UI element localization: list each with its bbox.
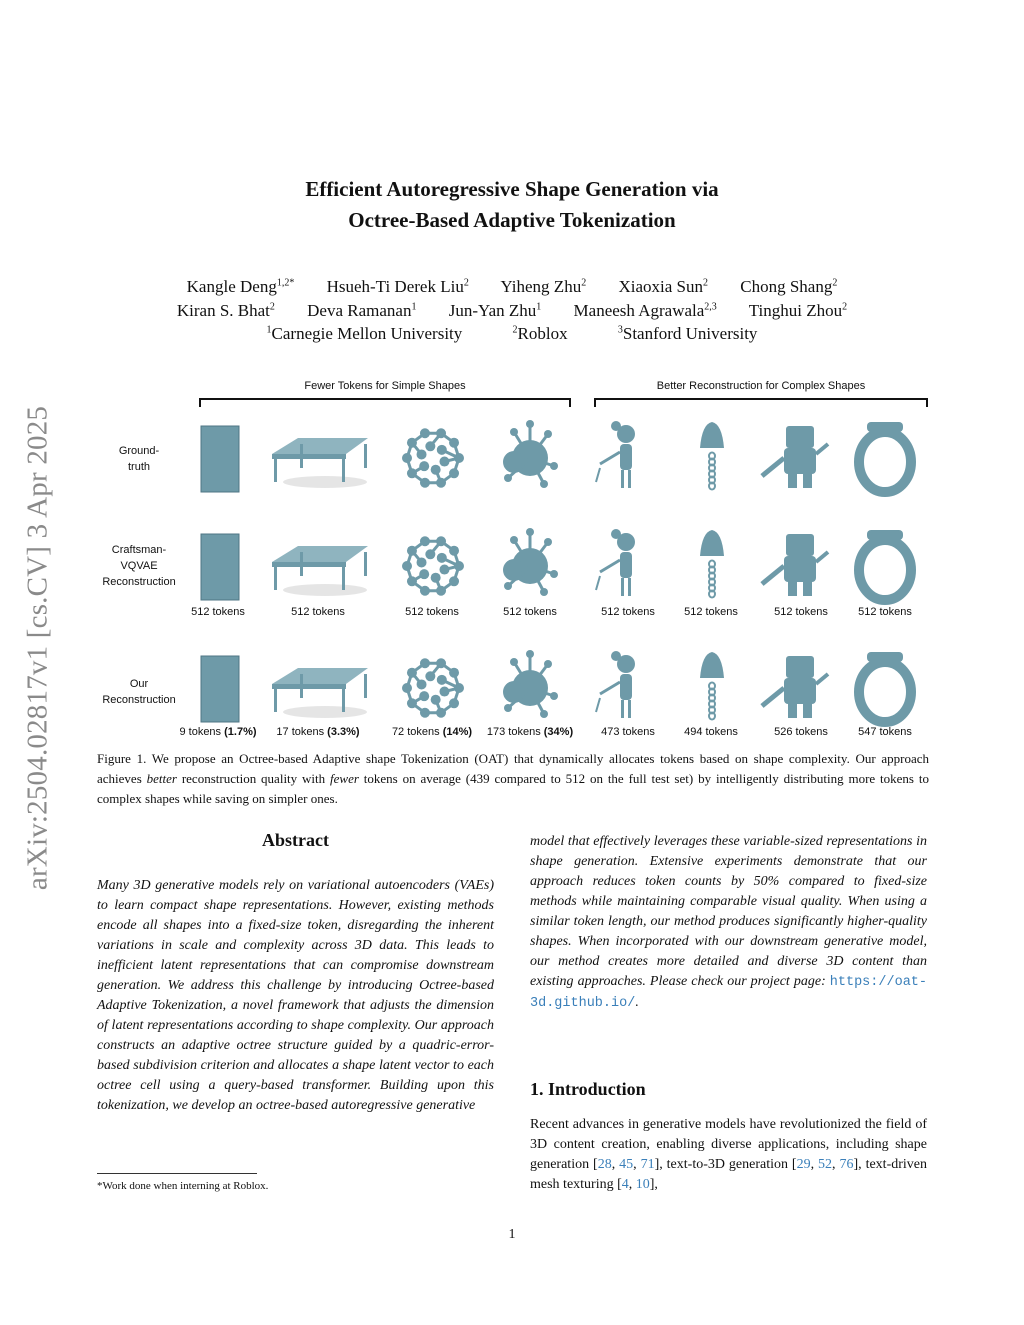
bell-chain-shape-ground-truth [700,422,724,490]
flower-creature-shape-craftsman [503,528,558,596]
author: Hsueh-Ti Derek Liu$^2$ [326,276,469,296]
citation-link[interactable]: 71 [640,1157,655,1172]
footnote-rule [97,1173,257,1174]
row-label-line: Ground- [118,445,160,457]
table-shape-ground-truth [272,438,368,488]
craftsman-token-label: 512 tokens [601,606,655,618]
bell-chain-shape-craftsman [700,530,724,598]
flower-creature-shape-ground-truth [503,420,558,488]
abstract-heading: Abstract [262,830,329,850]
footnote: *Work done when interning at Roblox. [97,1180,269,1192]
plank-shape-ours [201,656,239,722]
ring-shape-ground-truth [859,422,911,492]
group-label-complex: Better Reconstruction for Complex Shapes [656,380,866,392]
bell-chain-shape-ours [700,652,724,720]
molecule-shape-ground-truth [402,428,464,487]
ring-shape-ours [859,652,911,722]
author: Chong Shang$^2$ [740,276,838,296]
title-line-2: Octree-Based Adaptive Tokenization [348,208,676,232]
girl-figure-shape-ours [596,651,635,718]
author: Deva Ramanan$^1$ [307,300,417,320]
row-label-craftsman [89,542,189,590]
shapes-layer [201,420,911,722]
citation-link[interactable]: 76 [839,1157,854,1172]
robot-warrior-shape-craftsman [762,534,828,596]
row-label-line: Reconstruction [102,576,176,588]
craftsman-token-label: 512 tokens [191,606,245,618]
author: Yiheng Zhu$^2$ [500,276,587,296]
author: Maneesh Agrawala$^{2,3}$ [573,300,717,320]
our-token-label: 17 tokens (3.3%) [276,726,360,738]
citation-link[interactable]: 28 [597,1157,612,1172]
robot-warrior-shape-ground-truth [762,426,828,488]
row-label-line: Our [129,678,149,690]
robot-warrior-shape-ours [762,656,828,718]
our-token-label: 526 tokens [774,726,828,738]
author: Xiaoxia Sun$^2$ [618,276,708,296]
citation-link[interactable]: 10 [635,1177,650,1192]
citation-link[interactable]: 4 [621,1177,629,1192]
abstract-text-right: model that effectively leverages these variable-sized representations in shape generation. Extensive experiments demonstrate that our approach reduces token counts by 50% compared to fixed-size methods while maintaining comparable visual quality. When using a similar token length, our method produces significantly higher-quality shapes. When incorporated with our downstream generative model, our method creates more detailed and diverse 3D content than existing approaches. Please check our project page: https://oat-3d.github.io/. [530,834,927,1011]
our-token-label: 547 tokens [858,726,912,738]
introduction-text: Recent advances in generative models have revolutionized the field of 3D content creation, enabling diverse applications, including shape generation [28, 45, 71], text-to-3D generation [29, 52, 76], text-driven mesh texturing [4, 10], [530,1117,928,1192]
craftsman-token-label: 512 tokens [684,606,738,618]
craftsman-token-label: 512 tokens [405,606,459,618]
table-shape-ours [272,668,368,718]
row-label-line: truth [127,461,150,473]
craftsman-token-label: 512 tokens [858,606,912,618]
table-shape-craftsman [272,546,368,596]
bracket-simple [200,399,570,407]
our-token-label: 473 tokens [601,726,655,738]
author: Kangle Deng$^{1,2*}$ [186,276,295,296]
our-token-label: 494 tokens [684,726,738,738]
affiliation: $^3$Stanford University [617,323,758,343]
page-number: 1 [508,1227,516,1242]
row-label-ground-truth [89,443,189,475]
author: Kiran S. Bhat$^2$ [176,300,275,320]
our-token-label: 9 tokens (1.7%) [179,726,257,738]
abstract-text-left: Many 3D generative models rely on variational autoencoders (VAEs) to learn compact shape representations. However, existing methods encode all shapes into a fixed-size token, disregarding the inherent variations in scale and complexity across 3D data. This leads to inefficient latent representations that can compromise downstream generation. We address this challenge by introducing Octree-based Adaptive Tokenization, a novel framework that adjusts the dimension of latent representations according to shape complexity. Our approach constructs an adaptive octree structure guided by a quadric-error-based subdivision criterion and allocates a shape latent vector to each octree cell using a query-based transformer. Building upon this tokenization, we develop an octree-based autoregressive generative [97,878,494,1113]
plank-shape-craftsman [201,534,239,600]
ring-shape-craftsman [859,530,911,600]
girl-figure-shape-ground-truth [596,421,635,488]
molecule-shape-ours [402,658,464,717]
group-label-simple: Fewer Tokens for Simple Shapes [304,380,466,392]
row-label-line: Craftsman- [111,544,167,556]
craftsman-token-label: 512 tokens [774,606,828,618]
girl-figure-shape-craftsman [596,529,635,596]
author: Jun-Yan Zhu$^1$ [448,300,542,320]
citation-link[interactable]: 52 [818,1157,833,1172]
author: Tinghui Zhou$^2$ [748,300,848,320]
our-token-label: 72 tokens (14%) [391,726,473,738]
introduction-heading: 1. Introduction [530,1079,646,1099]
row-label-line: Reconstruction [102,694,176,706]
bracket-complex [595,399,927,407]
project-page-link[interactable]: https://oat-3d.github.io/ [530,975,927,1011]
citation-link[interactable]: 45 [619,1157,634,1172]
citation-link[interactable]: 29 [796,1157,811,1172]
row-label-ours [89,676,189,708]
plank-shape-ground-truth [201,426,239,492]
molecule-shape-craftsman [402,536,464,595]
row-label-line: VQVAE [120,560,158,572]
craftsman-token-label: 512 tokens [291,606,345,618]
title-line-1: Efficient Autoregressive Shape Generation via [305,177,719,201]
affiliation: $^1$Carnegie Mellon University [266,323,463,343]
flower-creature-shape-ours [503,650,558,718]
affiliation: $^2$Roblox [512,323,568,343]
figure-caption: Figure 1. We propose an Octree-based Adaptive shape Tokenization (OAT) that dynamically allocates tokens based on shape complexity. Our approach achieves better reconstruction quality with fewer tokens on average (439 compared to 512 on the full test set) by intelligently distributing more tokens to complex shapes while saving on simpler ones. [97,751,929,806]
our-token-label: 173 tokens (34%) [486,726,574,738]
craftsman-token-label: 512 tokens [503,606,557,618]
arxiv-stamp-text: arXiv:2504.02817v1 [cs.CV] 3 Apr 2025 [21,405,54,890]
